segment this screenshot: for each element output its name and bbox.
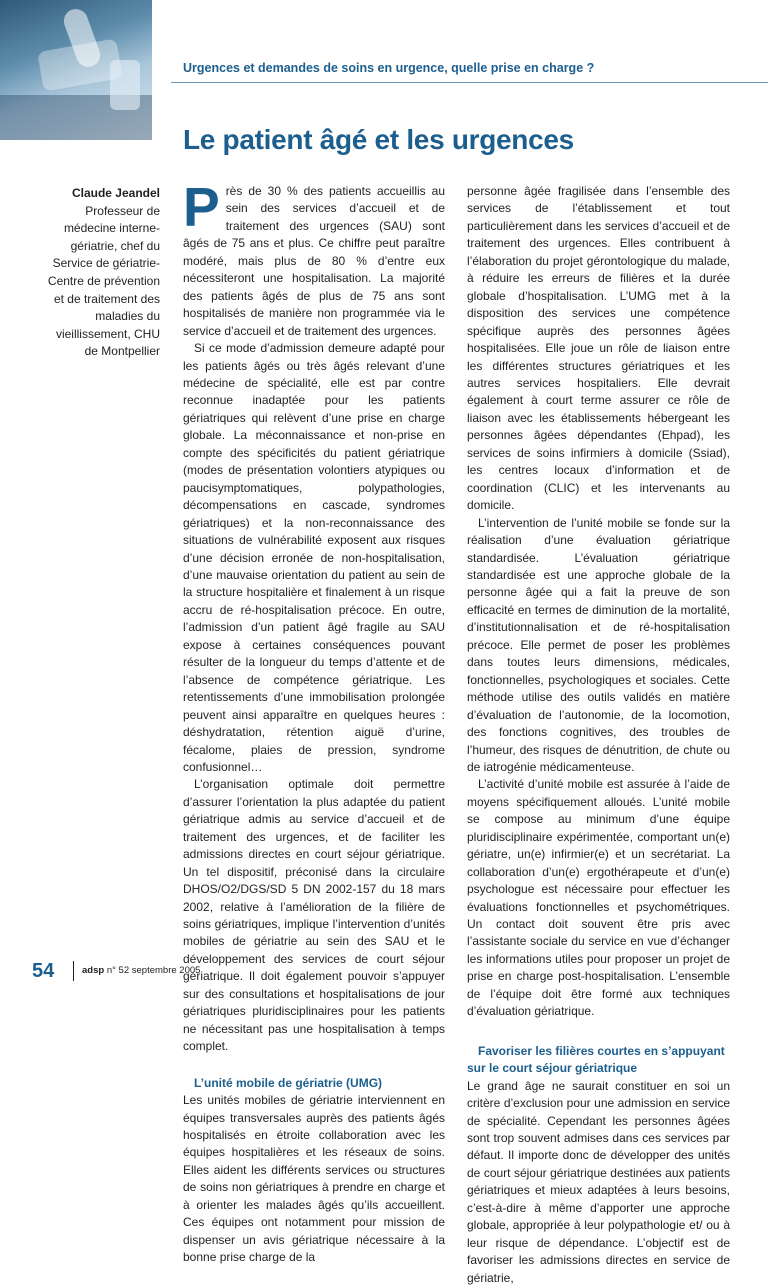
- section-header: Urgences et demandes de soins en urgence, quelle prise en charge ?: [183, 61, 595, 75]
- subheading-line: Favoriser les filières courtes en s’appuyant: [478, 1043, 725, 1058]
- page-number: 54: [32, 960, 55, 982]
- section-subheading: [467, 1021, 730, 1078]
- author-name: Claude Jeandel: [71, 186, 160, 200]
- paragraph: Les unités mobiles de gériatrie interviennent en équipes transversales auprès des patients âgés hospitalisés en étroite collaboration avec les équipes hospitalières et les réseaux de soins. Elles aident les différents services ou structures de soins non gériatriques à prendre en charge et à orienter les malades âgés qu’ils accueillent. Ces équipes ont notamment pour mission de dispenser un avis gériatrique nécessaire à la bonne prise charge de la: [183, 1093, 445, 1265]
- photo-figure-shape-2: [110, 60, 140, 110]
- header-photo: [0, 0, 152, 140]
- paragraph: Le grand âge ne saurait constituer en soi un critère d’exclusion pour une admission en service de spécialité. Cependant les personnes âgées sont trop souvent admises dans ces services par défaut. Il importe donc de développer des unités de court séjour gériatrique destinées aux patients gériatriques et mieux adaptées à leurs besoins, c’est-à-dire à même d’apporter une approche globale, appropriée à leur polypathologie et/ ou à leur risque de dépendance. L’objectif est de favoriser les admissions directes en service de gériatrie,: [467, 1078, 730, 1285]
- paragraph: L’intervention de l’unité mobile se fonde sur la réalisation d’une évaluation gériatrique standardisée. L’évaluation gériatrique standardisée est une approche globale de la personne âgée qui a fait la preuve de son efficacité en termes de diminution de la mortalité, d’institutionnalisation et de ré-hospitalisation précoce. Elle permet de poser les problèmes dans toutes leurs dimensions, médicales, fonctionnelles, psychologiques et sociales. Cette méthode utilise des outils validés en matière d’évaluation de l’autonomie, de la locomotion, des fonctions cognitives, des troubles de l’humeur, des risques de dénutrition, de chute ou de iatrogénie médicamenteuse.: [467, 515, 730, 774]
- paragraph: L’activité d’unité mobile est assurée à l’aide de moyens spécifiquement alloués. L’unité mobile se compose au minimum d’une équipe pluridisciplinaire expérimentée, comportant un(e) gériatre, un(e) infirmier(e) et un secrétariat. La collaboration d’un(e) ergothérapeute et d’un(e) psychologue est nécessaire pour effectuer les évaluations fonctionnelles et psychométriques. Un contact doit souvent être pris avec l’assistante sociale du service en vue d’échanger les informations utiles pour proposer un projet de prise en charge post-hospitalisation. L’ensemble de l’équipe doit être formé aux techniques d’évaluation gériatrique.: [467, 777, 730, 1019]
- drop-cap: P: [183, 176, 220, 238]
- journal-issue: n° 52 septembre 2005: [106, 965, 201, 976]
- author-block: [40, 185, 160, 361]
- text-column-2: [467, 183, 730, 1287]
- footer-divider: [73, 961, 74, 981]
- section-subheading: L’unité mobile de gériatrie (UMG): [194, 1075, 383, 1090]
- paragraph: [183, 176, 445, 340]
- page-footer: [0, 959, 300, 983]
- header-rule: [171, 82, 768, 83]
- paragraph-text: rès de 30 % des patients accueillis au sein des services d’accueil et de traitement des urgences (SAU) sont âgés de 75 ans et plus. Ce chiffre peut paraître modéré, mais plus de 80 % d’entre eux nécessiteront une hospitalisation. La majorité des patients âgés de plus de 75 ans sont hospitalisés de manière non programmée via le service d’accueil et de traitement des urgences.: [183, 184, 445, 338]
- article-title: Le patient âgé et les urgences: [183, 124, 574, 155]
- text-column-1: [183, 176, 445, 1267]
- paragraph: L’organisation optimale doit permettre d’assurer l’orientation la plus adaptée du patient gériatrique admis au service d’accueil et de traitement des urgences, et de faciliter les admissions directes en court séjour gériatrique. Un tel dispositif, préconisé dans la circulaire DHOS/O2/DGS/SD 5 DN 2002-157 du 18 mars 2002, relative à l’amélioration de la filière de soins gériatriques, implique l’intervention d’unités mobiles de gériatrie au sein des SAU et le développement des services de court séjour gériatrique. Il doit également pouvoir s’appuyer sur des consultations et hospitalisations de jour gériatriques pluridisciplinaires pour les patients ne nécessitant pas une hospitalisation à temps complet.: [183, 777, 445, 1054]
- author-affiliation: Professeur de médecine interne-gériatrie, chef du Service de gériatrie-Centre de prévention et de traitement des maladies du vieillissement, CHU de Montpellier: [47, 203, 160, 359]
- paragraph: Si ce mode d’admission demeure adapté pour les patients âgés ou très âgés relevant d’une médecine de spécialité, elle est par contre reconnue inadaptée pour les patients gériatriques qui relèvent d’une prise en charge globale. La méconnaissance et non-prise en compte des spécificités du patient gériatrique (modes de présentation volontiers atypiques ou paucisymptomatiques, polypathologies, décompensations en cascade, syndromes gériatriques) et la non-reconnaissance des situations de vulnérabilité exposent aux risques d’une décision erronée de non-hospitalisation, d’une mauvaise orientation du patient au sein de la structure hospitalière et finalement à un risque accru de ré-hospitalisation précoce. En outre, l’admission d’un patient âgé fragile au SAU expose à certaines conséquences pouvant résulter de la longueur du temps d’attente et de l’absence de compétence gériatrique. Les retentissements d’une immobilisation prolongée peuvent ainsi apparaître en quelques heures : déshydratation, rétention aiguë d’urine, fécalome, plaies de pression, syndrome confusionnel…: [183, 341, 445, 774]
- subheading-line: sur le court séjour gériatrique: [467, 1061, 638, 1076]
- journal-name: adsp: [82, 965, 105, 976]
- paragraph: personne âgée fragilisée dans l’ensemble des services de l’établissement et tout particulièrement dans les services d’accueil et de traitement des urgences. Elles contribuent à l’élaboration du projet gérontologique du malade, à réduire les erreurs de filières et la durée globale d’hospitalisation. L’UMG met à la disposition des services une compétence spécifique auprès des personnes âgées hospitalisées. Elle joue un rôle de liaison entre les différentes structures gériatriques et les autres services hospitaliers. Elle devrait également à court terme assurer ce rôle de liaison avec les établissements hébergeant les personnes âgées dépendantes (Ehpad), les services de soins infirmiers à domicile (Ssiad), les centres locaux d’information et de coordination (CLIC) et les intervenants au domicile.: [467, 184, 730, 513]
- journal-info: [82, 964, 200, 978]
